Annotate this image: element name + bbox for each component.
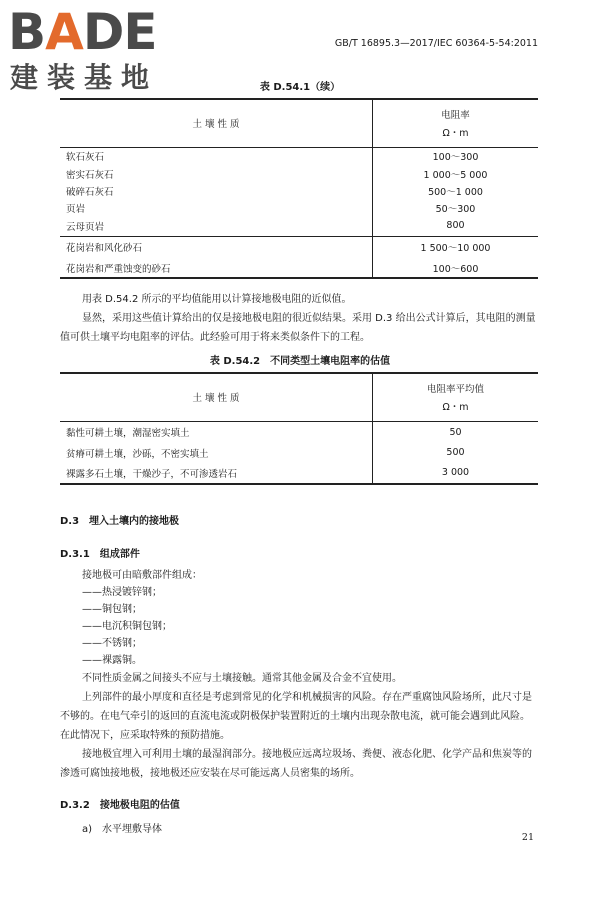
table2-col-resistivity bbox=[373, 373, 539, 421]
table-cell-value: 1 500～10 000 bbox=[373, 236, 539, 258]
table-cell-soil: 破碎石灰石 bbox=[66, 186, 114, 198]
component-list bbox=[82, 567, 202, 669]
table1-col-res-unit: Ω・m bbox=[442, 128, 469, 140]
list-item: ——电沉积铜包钢； bbox=[82, 621, 172, 632]
table-cell-value: 50～300 bbox=[373, 199, 539, 216]
table2-caption: 表 D.54.2 不同类型土壤电阻率的估值 bbox=[209, 356, 391, 367]
table-cell-soil: 裸露多石土壤，干燥沙子，不可渗透岩石 bbox=[66, 468, 238, 480]
section-d32-heading: D.3.2 接地极电阻的估值 bbox=[60, 800, 180, 811]
table1-header-row bbox=[60, 99, 538, 147]
logo-letter: B bbox=[8, 3, 46, 61]
table-cell-value: 500～1 000 bbox=[373, 182, 539, 199]
table-cell-soil: 软石灰石 bbox=[60, 147, 373, 165]
logo-letters: DE bbox=[82, 3, 157, 61]
table-cell-value: 100～600 bbox=[373, 258, 539, 278]
brand-logo bbox=[8, 4, 157, 60]
table-row bbox=[60, 165, 538, 182]
list-item-a: a) 水平埋敷导体 bbox=[82, 824, 163, 835]
list-item: ——热浸镀锌钢； bbox=[82, 587, 162, 598]
table2-col-soil: 土 壤 性 质 bbox=[192, 393, 240, 405]
table-cell-soil: 黏性可耕土壤，潮湿密实填土 bbox=[60, 421, 373, 443]
paragraph: 不同性质金属之间接头不应与土壤接触。通常其他金属及合金不宜使用。 bbox=[82, 673, 402, 684]
list-item: ——铜包钢； bbox=[82, 604, 142, 615]
table-row bbox=[60, 236, 538, 258]
table1-col-soil: 土 壤 性 质 bbox=[192, 119, 240, 131]
section-d3-heading: D.3 埋入土壤内的接地极 bbox=[60, 516, 180, 527]
table-cell-soil: 花岗岩和严重蚀变的砂石 bbox=[66, 263, 171, 275]
paragraph: 接地极宜埋入可利用土壤的最湿润部分。接地极应远离垃圾场、粪便、液态化肥、化学产品和焦炭等的渗透可腐蚀接地极，接地极还应安装在尽可能远离人员密集的场所。 bbox=[60, 749, 532, 779]
table-row bbox=[60, 182, 538, 199]
table-row bbox=[60, 258, 538, 278]
table-cell-value: 800 bbox=[373, 216, 539, 236]
logo-accent-letter: A bbox=[45, 3, 83, 61]
table-cell-value: 50 bbox=[373, 421, 539, 443]
table-row bbox=[60, 199, 538, 216]
table-cell-soil: 云母页岩 bbox=[66, 221, 105, 233]
paragraph: 上列部件的最小厚度和直径是考虑到常见的化学和机械损害的风险。存在严重腐蚀风险场所，此尺寸是不够的。在电气牵引的返回的直流电流或阴极保护装置附近的土壤内出现杂散电流，就可能会遇到此风险。在此情况下，应采取特殊的预防措施。 bbox=[60, 692, 532, 741]
body-paragraphs-2 bbox=[60, 669, 538, 783]
section-d31-heading: D.3.1 组成部件 bbox=[60, 549, 140, 560]
table-cell-soil: 密实石灰石 bbox=[66, 169, 114, 181]
table-cell-soil: 页岩 bbox=[66, 203, 86, 215]
table-row bbox=[60, 216, 538, 236]
table-cell-soil: 贫瘠可耕土壤，沙砾，不密实填土 bbox=[66, 448, 209, 460]
table-cell-value: 3 000 bbox=[373, 462, 539, 484]
paragraph: 显然，采用这些值计算给出的仅是接地极电阻的很近似结果。采用 D.3 给出公式计算后，其电阻的测量值可供土壤平均电阻率的评估。此经验可用于将来类似条件下的工程。 bbox=[60, 313, 536, 343]
table-cell-value: 500 bbox=[373, 443, 539, 462]
table-cell-soil: 花岗岩和风化砂石 bbox=[60, 236, 373, 258]
list-item: ——裸露铜。 bbox=[82, 655, 142, 666]
table2-col-res-unit: Ω・m bbox=[442, 402, 469, 414]
table2 bbox=[60, 372, 538, 485]
table1-col-res-label: 电阻率 bbox=[441, 110, 470, 122]
list-item: ——不锈钢； bbox=[82, 638, 142, 649]
body-paragraphs bbox=[60, 290, 538, 347]
table1-col-resistivity bbox=[373, 99, 539, 147]
table1 bbox=[60, 98, 538, 279]
page-number: 21 bbox=[521, 832, 534, 843]
table2-header-row bbox=[60, 373, 538, 421]
table-row bbox=[60, 443, 538, 462]
brand-subtitle: 建装基地 bbox=[10, 61, 159, 94]
table-cell-value: 1 000～5 000 bbox=[373, 165, 539, 182]
table1-caption: 表 D.54.1（续） bbox=[259, 82, 341, 93]
table-row bbox=[60, 147, 538, 165]
list-intro: 接地极可由暗敷部件组成： bbox=[82, 570, 202, 581]
table2-col-res-label: 电阻率平均值 bbox=[426, 384, 484, 396]
paragraph: 用表 D.54.2 所示的平均值能用以计算接地极电阻的近似值。 bbox=[82, 294, 352, 305]
table-row bbox=[60, 462, 538, 484]
standard-code: GB/T 16895.3—2017/IEC 60364-5-54:2011 bbox=[334, 38, 538, 49]
table-row bbox=[60, 421, 538, 443]
table-cell-value: 100～300 bbox=[373, 147, 539, 165]
